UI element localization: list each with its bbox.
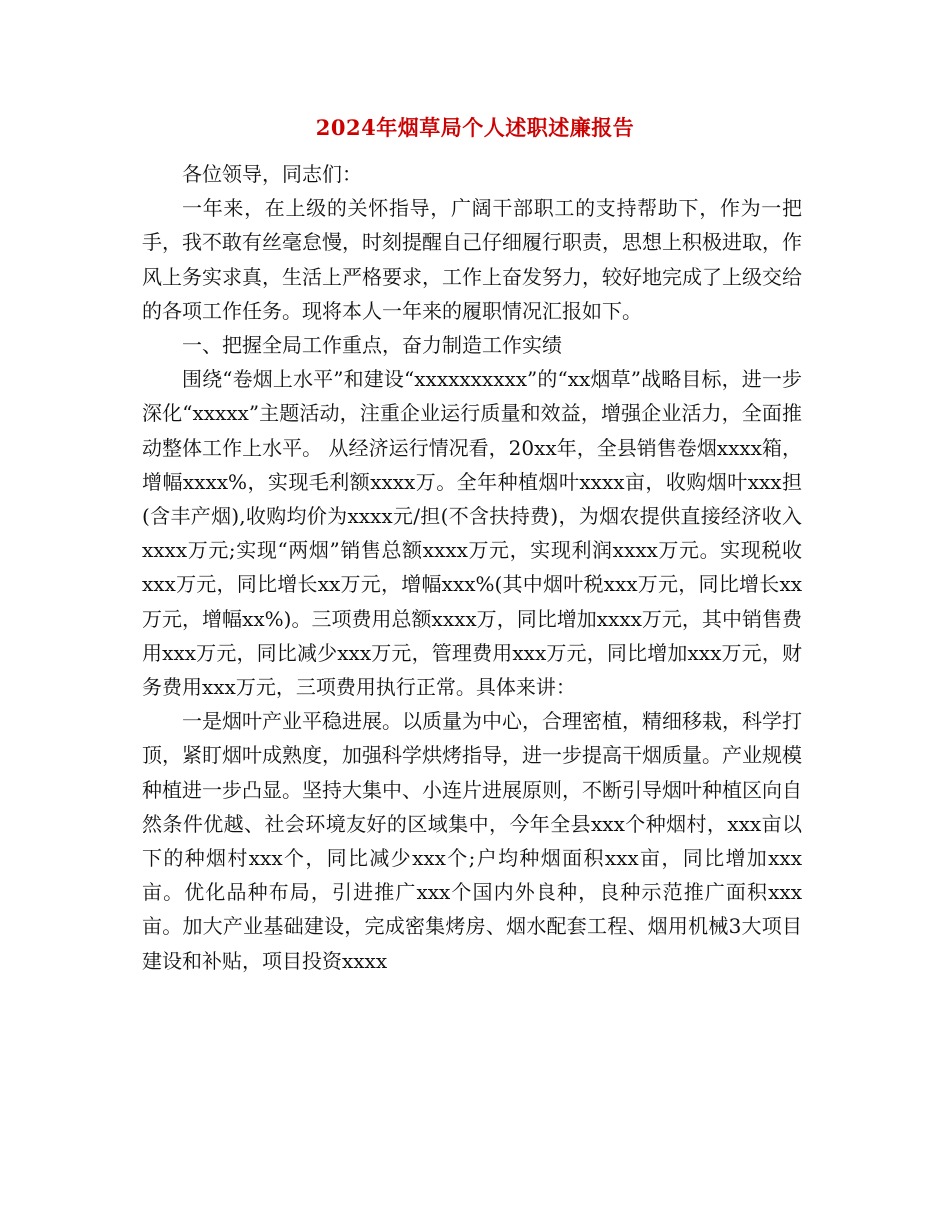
document-title: 2024年烟草局个人述职述廉报告	[315, 115, 635, 140]
paragraph-tobacco-industry: 一是烟叶产业平稳进展。以质量为中心，合理密植，精细移栽，科学打顶，紧盯烟叶成熟度，加强科学烘烤指导，进一步提高干烟质量。产业规模种植进一步凸显。坚持大集中、小连片进展原则，不断引导烟叶种植区向自然条件优越、社会环境友好的区域集中，今年全县xxx个种烟村，xxx亩以下的种烟村xxx个，同比减少xxx个;户均种烟面积xxx亩，同比增加xxx亩。优化品种布局，引进推广xxx个国内外良种，良种示范推广面积xxx亩。加大产业基础建设，完成密集烤房、烟水配套工程、烟用机械3大项目建设和补贴，项目投资xxxx	[142, 709, 802, 973]
paragraph-intro: 一年来，在上级的关怀指导，广阔干部职工的支持帮助下，作为一把手，我不敢有丝毫怠慢，时刻提醒自己仔细履行职责，思想上积极进取，作风上务实求真，生活上严格要求，工作上奋发努力，较好地完成了上级交给的各项工作任务。现将本人一年来的履职情况汇报如下。	[142, 196, 802, 323]
paragraph-economic-overview: 围绕“卷烟上水平”和建设“xxxxxxxxxx”的“xx烟草”战略目标，进一步深化“xxxxx”主题活动，注重企业运行质量和效益，增强企业活力，全面推动整体工作上水平。 从经济运行情况看，20xx年，全县销售卷烟xxxx箱，增幅xxxx%，实现毛利额xxxx万。全年种植烟叶xxxx亩，收购烟叶xxx担(含丰产烟),收购均价为xxxx元/担(不含扶持费)，为烟农提供直接经济收入xxxx万元;实现“两烟”销售总额xxxx万元，实现利润xxxx万元。实现税收xxx万元，同比增长xx万元，增幅xxx%(其中烟叶税xxx万元，同比增长xx万元，增幅xx%)。三项费用总额xxxx万，同比增加xxxx万元，其中销售费用xxx万元，同比减少xxx万元，管理费用xxx万元，同比增加xxx万元，财务费用xxx万元，三项费用执行正常。具体来讲：	[142, 367, 802, 700]
paragraph-greeting: 各位领导，同志们：	[182, 162, 362, 186]
document-body	[142, 157, 802, 978]
section-heading-1: 一、把握全局工作重点，奋力制造工作实绩	[182, 333, 562, 358]
